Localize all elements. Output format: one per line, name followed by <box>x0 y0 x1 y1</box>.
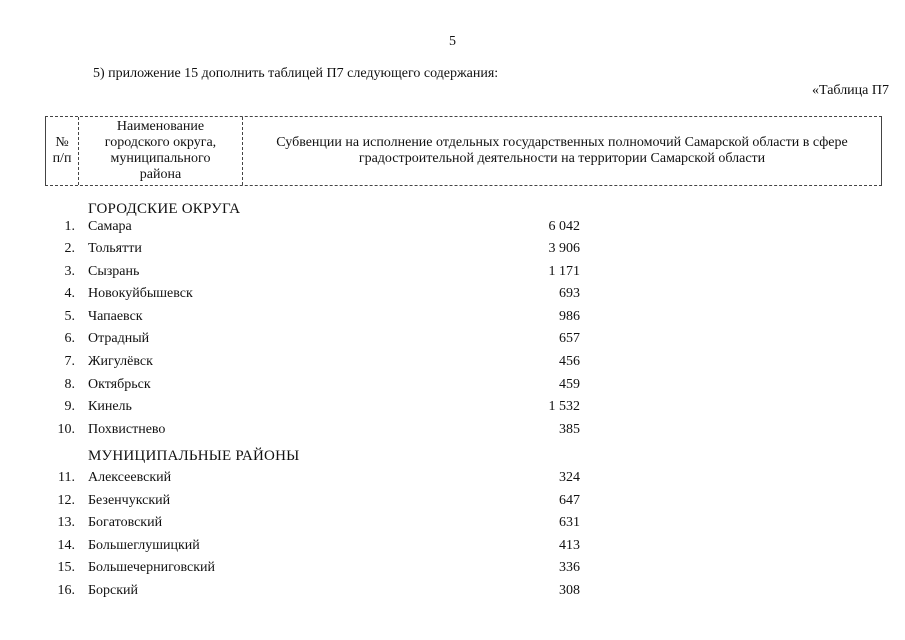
row-name: Сызрань <box>88 264 140 279</box>
row-name: Большечерниговский <box>88 560 216 575</box>
page-number: 5 <box>449 34 456 49</box>
header-subvention-column: Субвенции на исполнение отдельных государственных полномочий Самарской области в сфере градостроительной деятельности на территории Самарской области <box>242 117 881 185</box>
row-value: 631 <box>559 515 580 530</box>
row-name: Алексеевский <box>88 470 172 485</box>
row-number: 9. <box>64 399 75 414</box>
intro-text: 5) приложение 15 дополнить таблицей П7 следующего содержания: <box>93 66 499 81</box>
row-name: Борский <box>88 583 139 598</box>
table-header <box>45 116 882 186</box>
row-number: 1. <box>64 219 75 234</box>
row-name: Новокуйбышевск <box>88 286 193 301</box>
row-number: 7. <box>64 354 75 369</box>
header-number-column: № п/п <box>52 135 72 166</box>
table-row <box>0 422 905 442</box>
row-value: 308 <box>559 583 580 598</box>
row-name: Самара <box>88 219 132 234</box>
table-row <box>0 309 905 329</box>
row-name: Похвистнево <box>88 422 166 437</box>
table-row <box>0 377 905 397</box>
row-number: 3. <box>64 264 75 279</box>
row-value: 986 <box>559 309 580 324</box>
row-number: 11. <box>58 470 75 485</box>
table-row <box>0 515 905 535</box>
table-label: «Таблица П7 <box>812 83 889 98</box>
row-number: 13. <box>57 515 75 530</box>
section-title-city-districts: ГОРОДСКИЕ ОКРУГА <box>88 201 241 217</box>
row-number: 2. <box>64 241 75 256</box>
row-number: 15. <box>57 560 75 575</box>
table-row <box>0 354 905 374</box>
row-value: 456 <box>559 354 580 369</box>
row-value: 413 <box>559 538 580 553</box>
section-title-municipal-districts: МУНИЦИПАЛЬНЫЕ РАЙОНЫ <box>88 448 300 464</box>
row-value: 1 532 <box>548 399 580 414</box>
row-number: 8. <box>64 377 75 392</box>
table-row <box>0 583 905 603</box>
table-row <box>0 219 905 239</box>
row-name: Чапаевск <box>88 309 143 324</box>
row-value: 6 042 <box>548 219 580 234</box>
table-row <box>0 241 905 261</box>
table-row <box>0 264 905 284</box>
row-value: 385 <box>559 422 580 437</box>
row-value: 336 <box>559 560 580 575</box>
row-name: Богатовский <box>88 515 163 530</box>
row-value: 324 <box>559 470 580 485</box>
row-name: Тольятти <box>88 241 142 256</box>
row-number: 10. <box>57 422 75 437</box>
table-row <box>0 493 905 513</box>
table-row <box>0 286 905 306</box>
table-row <box>0 399 905 419</box>
table-row <box>0 560 905 580</box>
table-row <box>0 470 905 490</box>
row-number: 16. <box>57 583 75 598</box>
row-value: 1 171 <box>548 264 580 279</box>
row-name: Кинель <box>88 399 132 414</box>
row-number: 4. <box>64 286 75 301</box>
row-number: 6. <box>64 331 75 346</box>
row-name: Безенчукский <box>88 493 171 508</box>
row-value: 657 <box>559 331 580 346</box>
table-row <box>0 538 905 558</box>
row-number: 14. <box>57 538 75 553</box>
table-row <box>0 331 905 351</box>
row-value: 3 906 <box>548 241 580 256</box>
row-number: 5. <box>64 309 75 324</box>
row-number: 12. <box>57 493 75 508</box>
row-name: Отрадный <box>88 331 150 346</box>
row-name: Жигулёвск <box>88 354 153 369</box>
row-value: 693 <box>559 286 580 301</box>
row-value: 647 <box>559 493 580 508</box>
header-name-column: Наименование городского округа, муниципального района <box>78 117 242 185</box>
row-name: Большеглушицкий <box>88 538 200 553</box>
row-name: Октябрьск <box>88 377 151 392</box>
row-value: 459 <box>559 377 580 392</box>
